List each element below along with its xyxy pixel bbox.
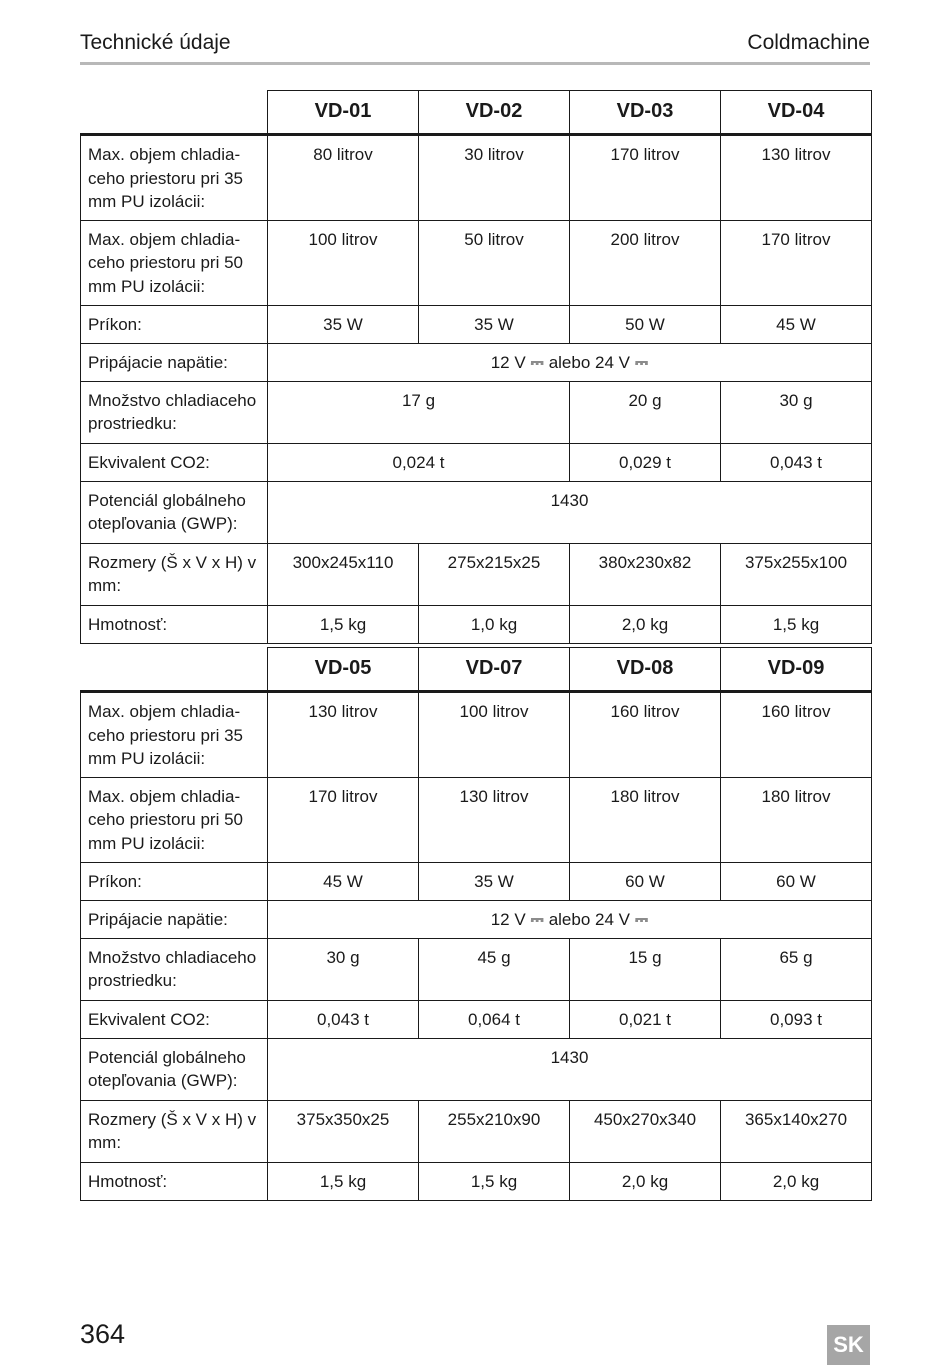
spec-value: 0,029 t: [570, 443, 721, 481]
spec-rows: [81, 692, 872, 1201]
spec-value: 1430: [268, 1038, 872, 1100]
spec-value: 50 litrov: [419, 220, 570, 305]
spec-label: Množstvo chladiaceho prostriedku:: [81, 938, 268, 1000]
spec-value: 35 W: [419, 305, 570, 343]
spec-value: 275x215x25: [419, 543, 570, 605]
spec-value: 1,5 kg: [268, 605, 419, 643]
spec-value: 450x270x340: [570, 1100, 721, 1162]
spec-label: Príkon:: [81, 305, 268, 343]
header-corner: [81, 91, 268, 135]
spec-label: Max. objem chladia-ceho priestoru pri 35 mm PU izolácii:: [81, 135, 268, 221]
spec-row: [81, 900, 872, 938]
header-corner: [81, 648, 268, 692]
spec-value: 170 litrov: [570, 135, 721, 221]
model-header: VD-08: [570, 648, 721, 692]
spec-value: 130 litrov: [268, 692, 419, 778]
spec-value: 365x140x270: [721, 1100, 872, 1162]
spec-value: 0,024 t: [268, 443, 570, 481]
spec-value: 255x210x90: [419, 1100, 570, 1162]
spec-row: [81, 1000, 872, 1038]
spec-value: 1,5 kg: [419, 1162, 570, 1200]
spec-label: Pripájacie napätie:: [81, 900, 268, 938]
spec-row: [81, 605, 872, 643]
spec-row: [81, 777, 872, 862]
spec-row: [81, 343, 872, 381]
spec-value: 160 litrov: [721, 692, 872, 778]
spec-value: 1430: [268, 481, 872, 543]
spec-value: 65 g: [721, 938, 872, 1000]
spec-row: [81, 692, 872, 778]
spec-value: 300x245x110: [268, 543, 419, 605]
spec-row: [81, 1162, 872, 1200]
spec-value: 375x255x100: [721, 543, 872, 605]
spec-value: 170 litrov: [268, 777, 419, 862]
spec-label: Potenciál globálneho otepľovania (GWP):: [81, 1038, 268, 1100]
spec-value: 30 g: [721, 381, 872, 443]
spec-value: 170 litrov: [721, 220, 872, 305]
model-header: VD-04: [721, 91, 872, 135]
spec-value: 30 litrov: [419, 135, 570, 221]
spec-row: [81, 1100, 872, 1162]
spec-value: 80 litrov: [268, 135, 419, 221]
spec-row: [81, 862, 872, 900]
model-header: VD-02: [419, 91, 570, 135]
spec-value: 1,0 kg: [419, 605, 570, 643]
spec-row: [81, 381, 872, 443]
spec-label: Množstvo chladiaceho prostriedku:: [81, 381, 268, 443]
spec-value: 160 litrov: [570, 692, 721, 778]
spec-value: 0,064 t: [419, 1000, 570, 1038]
spec-value: 2,0 kg: [570, 605, 721, 643]
spec-value: 180 litrov: [721, 777, 872, 862]
model-header-row: [81, 91, 872, 135]
spec-row: [81, 481, 872, 543]
spec-value: 35 W: [268, 305, 419, 343]
spec-value: 45 W: [268, 862, 419, 900]
spec-value: 50 W: [570, 305, 721, 343]
spec-row: [81, 135, 872, 221]
spec-value: 12 V ⎓ alebo 24 V ⎓: [268, 343, 872, 381]
spec-value: 35 W: [419, 862, 570, 900]
spec-row: [81, 443, 872, 481]
spec-value: 100 litrov: [268, 220, 419, 305]
spec-label: Hmotnosť:: [81, 605, 268, 643]
spec-row: [81, 938, 872, 1000]
spec-value: 1,5 kg: [721, 605, 872, 643]
model-header-row: [81, 648, 872, 692]
spec-table-1: [80, 90, 872, 644]
spec-value: 0,043 t: [721, 443, 872, 481]
spec-label: Potenciál globálneho otepľovania (GWP):: [81, 481, 268, 543]
spec-label: Rozmery (Š x V x H) v mm:: [81, 1100, 268, 1162]
spec-value: 60 W: [721, 862, 872, 900]
spec-label: Ekvivalent CO2:: [81, 443, 268, 481]
spec-value: 180 litrov: [570, 777, 721, 862]
spec-value: 15 g: [570, 938, 721, 1000]
spec-value: 1,5 kg: [268, 1162, 419, 1200]
spec-value: 375x350x25: [268, 1100, 419, 1162]
spec-row: [81, 543, 872, 605]
spec-value: 12 V ⎓ alebo 24 V ⎓: [268, 900, 872, 938]
spec-value: 17 g: [268, 381, 570, 443]
model-header: VD-09: [721, 648, 872, 692]
spec-row: [81, 305, 872, 343]
spec-row: [81, 220, 872, 305]
spec-label: Max. objem chladia-ceho priestoru pri 50 mm PU izolácii:: [81, 777, 268, 862]
page-number: 364: [80, 1319, 126, 1349]
model-header: VD-05: [268, 648, 419, 692]
spec-value: 0,093 t: [721, 1000, 872, 1038]
spec-value: 130 litrov: [721, 135, 872, 221]
spec-label: Ekvivalent CO2:: [81, 1000, 268, 1038]
spec-row: [81, 1038, 872, 1100]
spec-value: 45 g: [419, 938, 570, 1000]
spec-label: Max. objem chladia-ceho priestoru pri 50 mm PU izolácii:: [81, 220, 268, 305]
spec-label: Príkon:: [81, 862, 268, 900]
model-header: VD-07: [419, 648, 570, 692]
spec-value: 2,0 kg: [570, 1162, 721, 1200]
spec-value: 30 g: [268, 938, 419, 1000]
spec-value: 100 litrov: [419, 692, 570, 778]
spec-rows: [81, 135, 872, 644]
page-header: [80, 28, 870, 65]
model-header: VD-01: [268, 91, 419, 135]
spec-label: Hmotnosť:: [81, 1162, 268, 1200]
spec-value: 200 litrov: [570, 220, 721, 305]
product-name: Coldmachine: [747, 31, 870, 54]
spec-value: 60 W: [570, 862, 721, 900]
spec-value: 380x230x82: [570, 543, 721, 605]
section-title: Technické údaje: [80, 31, 231, 54]
spec-value: 0,043 t: [268, 1000, 419, 1038]
language-badge: SK: [827, 1325, 870, 1365]
spec-label: Rozmery (Š x V x H) v mm:: [81, 543, 268, 605]
spec-value: 0,021 t: [570, 1000, 721, 1038]
spec-value: 130 litrov: [419, 777, 570, 862]
spec-table-2: [80, 647, 872, 1201]
spec-value: 2,0 kg: [721, 1162, 872, 1200]
model-header: VD-03: [570, 91, 721, 135]
spec-label: Max. objem chladia-ceho priestoru pri 35 mm PU izolácii:: [81, 692, 268, 778]
spec-label: Pripájacie napätie:: [81, 343, 268, 381]
spec-value: 45 W: [721, 305, 872, 343]
spec-value: 20 g: [570, 381, 721, 443]
